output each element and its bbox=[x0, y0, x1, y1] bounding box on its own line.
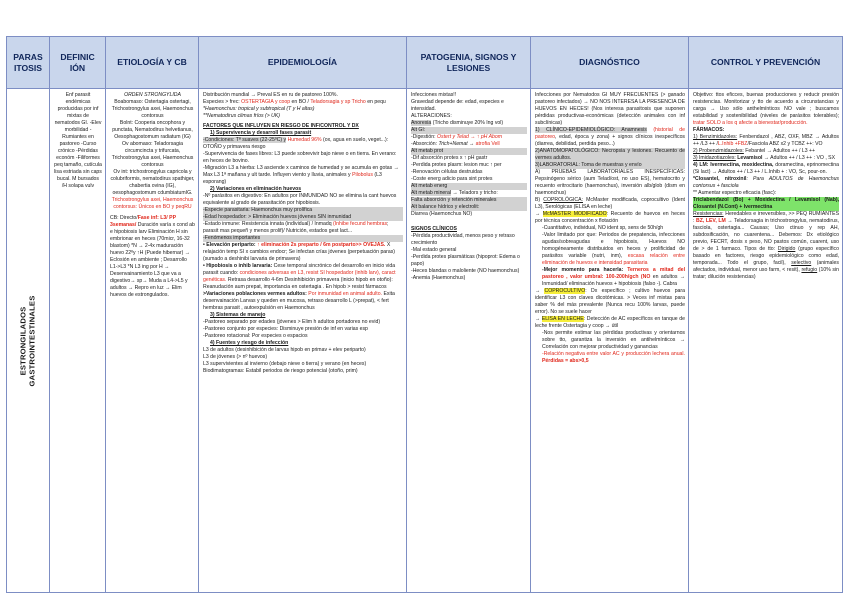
epi-f2h-red: Por inmunidad en animal adulto. bbox=[308, 291, 383, 297]
dx-p9-red: escasa relación entre eliminación de huevos e intensidad parasitaria bbox=[542, 253, 685, 266]
dx-p7c: : Recuento de huevos en heces por técnica concentración x flotación bbox=[535, 211, 685, 224]
cb-lead: CB: Directo/ bbox=[110, 215, 138, 221]
epi-f1c-red: Pilobolus bbox=[352, 172, 373, 178]
epi-p2c: en BO / bbox=[291, 99, 309, 105]
dx-p2a: 1) CLÍNICO-EPIDEMIOLÓGICO: Anamnesis bbox=[535, 127, 647, 133]
header-control: CONTROL Y PREVENCIÓN bbox=[689, 37, 843, 89]
etiologia-cell bbox=[106, 89, 199, 593]
etiologia-p1: Boabomaso: Ostertagia ostertagi, Trichostrongylus axei, Haemonchus contorsus bbox=[111, 99, 194, 119]
pat-p14a: Alt metab mineral bbox=[411, 190, 451, 196]
parasitosis-table bbox=[6, 36, 843, 593]
dx-p7b: McMASTER MODIFICADO bbox=[542, 211, 607, 217]
pat-p16: Alt balance hídrico y electrolit: bbox=[411, 204, 527, 211]
epi-f2g-end: Retrasa desarrollo 4-6m Desinhibición primavera (inicio hipob en otoño): Reanudación aum prepat, importancia en ostertagia . En hipob > resist fármacos bbox=[203, 277, 393, 290]
dx-p1: Infecciones por Nematodos GI MUY FRECUENTES (> ganado pastoreo infectados) → NO NOS INTERESA LA PRESENCIA DE HUEVOS EN HECES! (Nos interesa parasitosis que suponen pérdidas productivas-económicas (detección animales con inf subclínicas) bbox=[535, 92, 685, 126]
ctl-p6a: 4) LM: Ivermectina, moxidectina, bbox=[693, 162, 774, 168]
epi-f2f-red: ↑ eliminación 2s preparto / 6m postparto>> OVEJAS. bbox=[257, 242, 386, 248]
header-etiologia: ETIOLOGÍA Y CB bbox=[106, 37, 199, 89]
epi-p2a: Especies > frec: bbox=[203, 99, 240, 105]
epi-f2: 2) Variaciones en eliminación huevos bbox=[210, 186, 302, 192]
epi-f4: 4) Fuentes y riesgo de infección bbox=[210, 340, 289, 346]
pat-p5: Alt GI: bbox=[411, 127, 527, 134]
dx-p4: 3)LABORATORIAL: Toma de muestras y envío bbox=[535, 162, 685, 169]
header-patogenia: PATOGENIA, SIGNOS Y LESIONES bbox=[407, 37, 531, 89]
epi-p4: **Nematodirus climas fríos (> UK) bbox=[203, 113, 280, 119]
ctl-p7a: *Closantel, nitroxinil bbox=[693, 176, 747, 182]
epi-f3: 3) Sistemas de manejo bbox=[210, 312, 266, 318]
ctl-p6b: doramectina, eprinomectina (Si lact) → Adultos ++ / L3 ++ / L.Inhib + : VO, Sc, pour-on. bbox=[693, 162, 840, 175]
epi-p1: Distribución mundial → Preval ES en ru de pastoreo 100%. bbox=[203, 92, 338, 98]
dx-p3: 2)ANATOMOPATOLÓGICO: Necropsia y lesiones. Recuento de vermes adultos. bbox=[535, 148, 685, 161]
dx-p5: A) PRUEBAS LABORATORIALES INESPECÍFICAS: Pepsinógeno sérico (aum Telad/ost, no uso ES), hematocrito y recuento eritrocitario (haemonchus), inversión alb/glob (dism en haemonchus) bbox=[535, 169, 685, 196]
ctl-p4a: 2) Probenzimidazoles: bbox=[693, 148, 744, 154]
pat-p4b: (Tricho disminuye 20% Ing vol) bbox=[432, 120, 504, 126]
epi-p2b: OSTERTAGIA y coop bbox=[241, 99, 291, 105]
dx-p2b: (historial de pastoreo bbox=[535, 127, 685, 140]
pat-p17: Diarrea (Haemonchus NO) bbox=[411, 211, 473, 217]
pat-p10: -Perdida protes plasm: lesion muc ↑ per bbox=[411, 162, 502, 168]
epi-f2d-red: (Inhibe fecund hembras bbox=[333, 221, 388, 227]
dx-p6a: B) bbox=[535, 197, 541, 203]
ctl-p3b: Fenbendazol , ABZ, OXF, MBZ → Adultos ++ /L3 ++ / bbox=[693, 134, 839, 147]
header-row bbox=[7, 37, 843, 89]
row-estrongilados bbox=[7, 89, 843, 593]
ctl-p1-red: tratar SOLO a los q afecte a bienestar/producción. bbox=[693, 120, 808, 126]
pat-p8: Alt metab prot bbox=[411, 148, 527, 155]
pat-p15: Falta absorción y retención minerales bbox=[411, 197, 527, 204]
dx-p10a: -Mejor momento para hacerla: bbox=[542, 267, 624, 273]
ctl-p3a: 1) Benzimidazoles: bbox=[693, 134, 738, 140]
pat-p14b: → Teladors y tricho: bbox=[452, 190, 498, 196]
epi-f2d-end: ; parasit mas pequeñ y menos prolif)/ Nutrición, estados gest lact... bbox=[203, 221, 389, 234]
pat-p20: -Mal estado general bbox=[411, 247, 457, 253]
pat-p21: -Perdida protes plasmáticas (hipoprot: Edema o papo) bbox=[411, 254, 520, 267]
pat-p22: -Heces blandas o maloliente (NO haemonchus) bbox=[411, 268, 520, 274]
header-diagnostico: DIAGNÓSTICO bbox=[531, 37, 689, 89]
ctl-p3d: /Fasciola ABZ x2 y TCBZ ++: VO bbox=[747, 141, 823, 147]
epi-f2b: -Especie parasitaria: Haemonchus muy prolífica bbox=[203, 207, 403, 214]
epi-f1a: -Condiciones: Tª suaves (22-25ºC) y bbox=[203, 137, 287, 143]
dx-p6b: COPROLÓGICA: bbox=[543, 197, 583, 203]
dx-p12c: : Detección de AC específicos en tanque de leche frente Ostertagia y coop → útil bbox=[535, 316, 685, 329]
cb-red: Fase inf: L3/ PP 3semanas/ bbox=[110, 215, 176, 228]
epi-factores: FACTORES QUE INFLUYEN EN RIESGO DE INF/CONTROL Y DX bbox=[203, 123, 359, 129]
ctl-p9h: (animales afectados, individual, menor uso farm, < resit), bbox=[693, 260, 839, 273]
ctl-p9f: (grupo específico basado en factores, riesgo epidemiológico como edad, temporada... Todo el grupo, facil), bbox=[693, 246, 839, 266]
patogenia-cell bbox=[407, 89, 531, 593]
pat-p7a: -Absorción: bbox=[411, 141, 437, 147]
ctl-p9d: → Teladorsagia in trichostrongylus, nematodirus, fasciola, ostertagia... Causas; Uso ctinuo y rep AH, subdosificación, no cuarentena... Debemos: Dx etiológico previo, FECRT, dosis x peso, NO pastos común, cuarent, uso de > de 1 farmaco. Tipos de tto: bbox=[693, 218, 839, 252]
ctl-p9j: (10% sin tratar; dilución resistencias) bbox=[693, 267, 839, 280]
dx-p12b: ELISA EN LECHE bbox=[541, 316, 584, 322]
epi-f2g: • Hipobiosis o inhib larvaria: bbox=[203, 263, 273, 269]
pat-p6a: -Digestión: bbox=[411, 134, 436, 140]
dx-p2c: , edad, época y zona) + signos clínicos inespecíficos (diarrea, debilidad, perdida peso...) bbox=[535, 134, 685, 147]
pat-p12: -Coste energ adicio para sint protes bbox=[411, 176, 493, 182]
epi-f2e: -Fenómenos importantes bbox=[203, 235, 403, 242]
dx-p11a: → bbox=[535, 288, 541, 294]
header-definicion: DEFINIC IÓN bbox=[50, 37, 106, 89]
epi-f2f: • Elevación periparto: bbox=[203, 242, 256, 248]
pat-p2: Gravedad depende de: edad, especies e intensidad. bbox=[411, 99, 504, 112]
ctl-p8: ** Aumentar espectro eficacia (fasc): bbox=[693, 190, 777, 196]
diagnostico-cell bbox=[531, 89, 689, 593]
pat-p19: -Pérdida productividad, menos peso y retraso crecimiento bbox=[411, 233, 515, 246]
etiologia-p2: Bolnt: Cooperia oncophora y punctata, Nematodirus helvetianus, Oesophagostomum radiatum (IG) bbox=[112, 120, 193, 140]
ctl-p8-hl: Triclabendazol (Bo) + Moxidectina / Levamisol (Nab), Closantel (N.Cont) + Ivermectina bbox=[693, 197, 839, 210]
ctl-p9b: Heredables e irreversibles, >> PEQ RUMIANTES : bbox=[693, 211, 839, 224]
ctl-p5c: → Adultos ++ / L3 ++ : VO , SX bbox=[763, 155, 836, 161]
pat-p11: -Renovación células destruidas bbox=[411, 169, 483, 175]
pat-p9: -Dif absorción protes x ↑ pH gastr bbox=[411, 155, 488, 161]
ctl-p2: FÁRMACOS: bbox=[693, 127, 725, 133]
ctl-p9g: selectivo bbox=[791, 260, 812, 266]
epi-f2f-end: X relajación temp SI x cambios endocr; Se infectan crías jóvenes (perpetuación paras) (sumado a deshinibi larvaria de primavera) bbox=[203, 242, 396, 262]
epi-f2d: -Estado inmune: Resistencia innata (individual) / Inmadq bbox=[203, 221, 332, 227]
ctl-p9e: Dirigido bbox=[777, 246, 796, 252]
etiologia-p4-red: Trichostrongylus axei, Haemonchus contorsus: Únicos en BO y peqRU bbox=[111, 197, 194, 210]
dx-p11c: : Dx específico ; cultivo huevos para identificar L3 con claves dicotómicas. > Veces inf mixtas para saber % del más prevalente (Nunca recu 100% larvas, puede error). No se suele hacer bbox=[535, 288, 685, 315]
header-parasitosis: PARAS ITOSIS bbox=[7, 37, 50, 89]
dx-p10b: Terneros a mitad del pastoreo , valor umbral: 100-200h/gch (NO bbox=[542, 267, 685, 280]
dx-p12a: → bbox=[535, 316, 541, 322]
epi-f1a-red: Humedad 96% bbox=[287, 137, 322, 143]
dx-p14-red: -Relación negativa entre valor AC y producción lechera anual. bbox=[542, 351, 685, 357]
epi-p3: *Haemonchus: tropical y subtropical (T y H altas) bbox=[203, 106, 315, 112]
epi-f2g-red: condiciones adversas en L3, resist SI hospedador (inhib larv), caract genéticas. bbox=[203, 270, 396, 283]
ctl-p4b: Febantel → Adultos ++ / L3 ++ bbox=[745, 148, 816, 154]
ctl-p1: Objetivo: ttos eficces, buenas producciones y reducir presión resistencias. Monitorizar y tto de acuerdo a circunstancias y carga → Uso sólo anthelmínticos NO vale ; buscamos estabilidad y sostenibilidad (niveles de parásitos tolerables); bbox=[693, 92, 839, 119]
pat-p7c: atrofia Vell bbox=[475, 141, 500, 147]
dx-p7a: → bbox=[535, 211, 541, 217]
epi-f3c: -Pastoreo rotacional: Por especies o espacios bbox=[203, 333, 308, 339]
etiologia-title: ORDEN STRONGYLIDA bbox=[124, 92, 181, 98]
epi-f2g-rest: Cese temporal sincrónico del desarrollo en inicio vida parasit cuando: bbox=[203, 263, 396, 276]
pat-p7b: Trich+Nemat → bbox=[438, 141, 475, 147]
epi-f2h-end: Exita desenvainación Larvas y queden en mucosa, retraso desarrollo L (>prepat), < fert hembras parasit , autoexpulsión en Haemonchus bbox=[203, 291, 395, 311]
ctl-p9c: BZ, LEV, LM bbox=[696, 218, 726, 224]
epi-p2d: Teladorsagia y sp Tricho bbox=[310, 99, 366, 105]
ctl-p7b: : Para ADULTOS de Haemonchus contorsus + fasciola bbox=[693, 176, 839, 189]
dx-p10c: en adultos → Inmunidad/ eliminación huevos + hipobiosis (falso -). Cabra bbox=[542, 274, 686, 287]
epi-f2a: -Nº parásitos en digestivo: En adultos por INMUNIDAD NO se elimina la cant huevos equivalente al grado de parasitación por hipobiosis. bbox=[203, 193, 397, 206]
pat-p4a: Anorexia bbox=[411, 120, 432, 126]
epi-f3b: -Pastoreo conjunto por especies: Disminuye presión de inf en varias esp bbox=[203, 326, 368, 332]
epi-p2e: en pequ bbox=[367, 99, 386, 105]
dx-p11b: COPROCULTIVO bbox=[544, 288, 586, 294]
epi-f4c: L3 supervivientes al invierno (debajo nieve o tierra) y verano (en heces) bbox=[203, 361, 367, 367]
epi-f1a-end: (ox, agua en suelo, veget...): OTOÑO y primavera riesgo bbox=[203, 137, 389, 150]
dx-p13: -Nos permite estimar las pérdidas productivas y orientarnos sobre tto, garantiza la inversión en antihelmínticos → Correlación con mejorar productividad y ganancias bbox=[542, 330, 685, 350]
row-label-cell bbox=[7, 89, 50, 593]
ctl-p9a: Resistencias: bbox=[693, 211, 724, 217]
dx-p14b: Pérdidas = abs>0,5 bbox=[542, 358, 589, 364]
pat-p13: Alt metab energ bbox=[411, 183, 527, 190]
epi-f1c: -Migración L3 a hierba: L3 asciende x caminos de humedad y se acumula en gotas → Max L3 1ª mañana y ult tarde. Influyen viento y lluvia, animales y bbox=[203, 165, 399, 178]
control-cell bbox=[689, 89, 843, 593]
epi-f1b: -Supervivencia de fases libres: L3 puede sobrevivir bajo nieve o en tierra. En verano: en heces de bovino. bbox=[203, 151, 397, 164]
header-epidemiologia: EPIDEMIOLOGÍA bbox=[199, 37, 407, 89]
pat-p1: Infecciones mixtas!! bbox=[411, 92, 457, 98]
epi-f4b: L3 de jóvenes (> nº huevos) bbox=[203, 354, 268, 360]
etiologia-p4: Ov int: trichostrongylus capricola y colubriformis, nematodirus spathiger, chabertia ovina (IG), oesophagostomum cdumbiatumIG. bbox=[110, 169, 195, 196]
pat-p3: ALTERACIONES: bbox=[411, 113, 452, 119]
epi-f4d: Biodimatogramas: Estabil periodos de riesgo potencial (otoño, prim) bbox=[203, 368, 358, 374]
dx-p8: -Cuantitativo, individual, NO ident sp, sens de 50h/gh bbox=[542, 225, 664, 231]
definicion-cell bbox=[50, 89, 106, 593]
pat-p18: SIGNOS CLÍNICOS bbox=[411, 226, 457, 232]
definicion-text: Enf parasit endémicas producidas por inf mixtas de nematodos GI. -Elev morbilidad -Rumiantes en pastoreo -Curso crónico -Pérdidas económ -Filiformes peq tamaño, cutícula lisa estriada sin caps bucal. M bursados /H solapa vulv bbox=[54, 92, 102, 189]
ctl-p9i: refugio bbox=[801, 267, 818, 273]
pat-p23: -Anemia (Haemonchus) bbox=[411, 275, 466, 281]
row-label: ESTRONGILADOS GASTROINTESTINALES bbox=[18, 295, 36, 386]
epi-f2c: -Edad hospedador: > Eliminación huevos jóvenes SIN inmunidad bbox=[203, 214, 403, 221]
epi-f3a: -Pastoreo separado por edades (jóvenes > Elim h adultos portadores no evid) bbox=[203, 319, 381, 325]
ctl-p5b: Levamisol bbox=[737, 155, 763, 161]
epi-f4a: L3 de adultos (desinhibición de larvas hipob en primav + elev periparto) bbox=[203, 347, 366, 353]
dx-p6c: McMaster modificada, coprocultivo (Ident L3), Serológicas (ELISA en leche) bbox=[535, 197, 685, 210]
epi-f1c-end: (L3 esporang) bbox=[203, 172, 382, 185]
epidemiologia-cell bbox=[199, 89, 407, 593]
epi-f1: 1) Supervivencia y desarroll fases parasit bbox=[210, 130, 312, 136]
etiologia-p3: Ov abomaso: Teladorsagia circumcincta y trifurcata, Trichostrongylus axei, Haemonchus contorsus bbox=[111, 141, 194, 168]
ctl-p5a: 3) Imidazotiazoles: bbox=[693, 155, 736, 161]
cb-rest: Duración varía x cond ab e hipobiosis larv Eliminación H sin embrionar en heces (70micr, 16-32 blastom) *N → 2-4x maduración huevo 22ºy ↑H (Puede hibernar) → Eclosión en ambiente ; Desarrollo L1->L3 *N L3 ing por H → Desenvainamiento L3 que va a digestivo→ sp→ Muda a L4->L5 y adultos → Repro en luz → Elim huevos de estrongulados. bbox=[110, 222, 195, 298]
dx-p9: -Valor limitado por que: Periodos de prepatencia, infecciones agudas/sobreagudas e hipobiosis, Huevos NO homogéneamente distribuidos en heces y prolificidad de parásitos variable (nutri, inm), bbox=[542, 232, 685, 259]
pat-p6b: Ostert y Telad → ↑ pH Abom bbox=[437, 134, 503, 140]
epi-f2h: >Variaciones poblaciones vermes adultos: bbox=[203, 291, 307, 297]
ctl-p3c: L.Inhib +FBZ bbox=[717, 141, 748, 147]
